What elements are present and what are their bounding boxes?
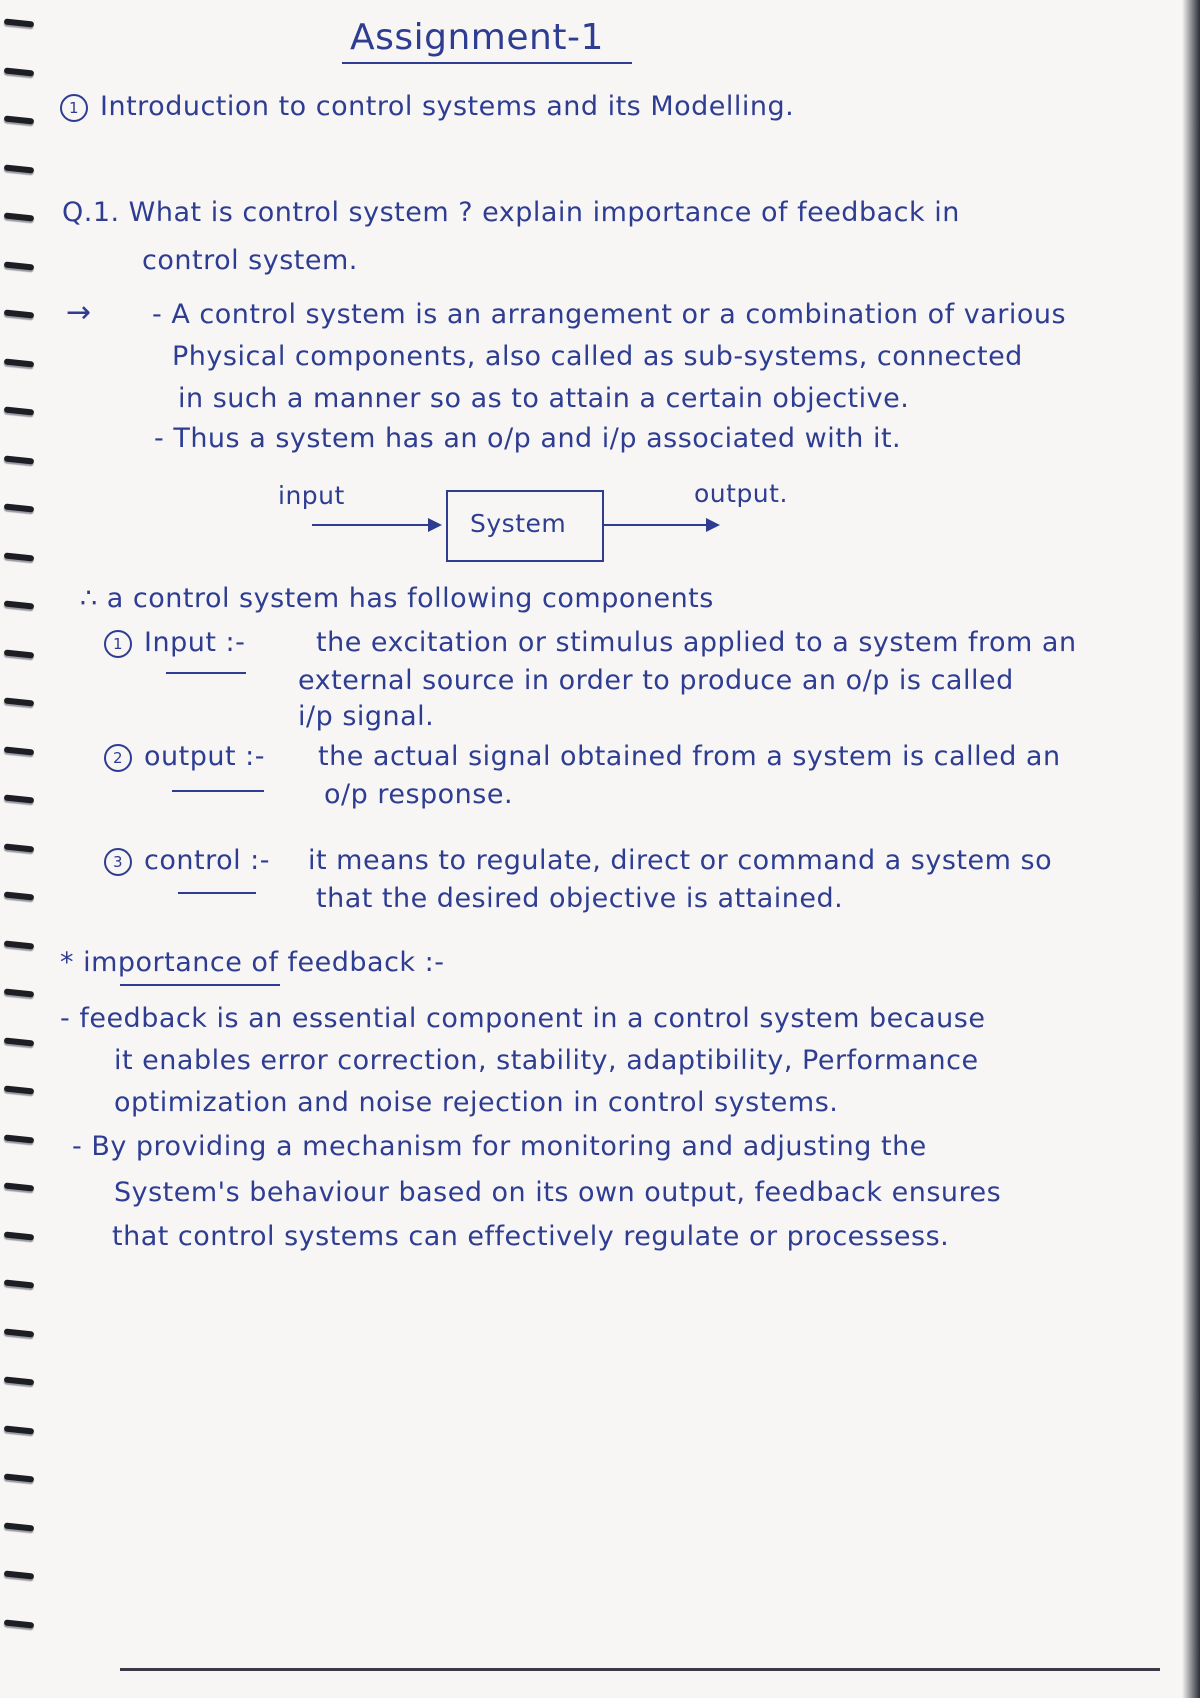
feedback-p1-line-3: optimization and noise rejection in control systems. <box>114 1087 839 1118</box>
component-output <box>104 742 265 772</box>
binding-ring <box>4 600 34 609</box>
binding-ring <box>4 309 34 318</box>
binding-ring <box>4 794 34 803</box>
output-def-line-2: o/p response. <box>324 779 514 810</box>
system-block <box>446 490 604 562</box>
term-underline <box>178 892 256 894</box>
spiral-binding <box>0 20 40 1670</box>
binding-ring <box>4 358 34 367</box>
control-def-line-1: it means to regulate, direct or command a system so <box>308 845 1053 876</box>
system-block-label: System <box>470 509 567 538</box>
question-line-2: control system. <box>142 245 358 276</box>
input-def-line-1: the excitation or stimulus applied to a system from an <box>316 627 1077 658</box>
feedback-heading: * importance of feedback :- <box>60 947 445 978</box>
binding-ring <box>4 1619 34 1628</box>
diagram-output-label: output. <box>694 479 788 508</box>
chapter-title: Introduction to control systems and its Modelling. <box>100 91 795 122</box>
answer-p2: - Thus a system has an o/p and i/p associated with it. <box>154 423 902 454</box>
binding-ring <box>4 1376 34 1385</box>
components-intro: ∴ a control system has following components <box>80 583 714 614</box>
binding-ring <box>4 1182 34 1191</box>
input-def-line-3: i/p signal. <box>298 701 435 732</box>
feedback-p2-line-1: - By providing a mechanism for monitoring and adjusting the <box>72 1131 927 1162</box>
binding-ring <box>4 1134 34 1143</box>
binding-ring <box>4 891 34 900</box>
input-arrow <box>312 524 440 526</box>
binding-ring <box>4 1279 34 1288</box>
page-title: Assignment-1 <box>350 17 604 58</box>
term-underline <box>172 790 264 792</box>
binding-ring <box>4 697 34 706</box>
binding-ring <box>4 988 34 997</box>
input-def-line-2: external source in order to produce an o/p is called <box>298 665 1014 696</box>
answer-p1-line-1: - A control system is an arrangement or a combination of various <box>152 299 1067 330</box>
question-line-1: Q.1. What is control system ? explain importance of feedback in <box>62 197 960 228</box>
answer-arrow: → <box>66 295 92 330</box>
binding-ring <box>4 843 34 852</box>
component-input <box>104 628 245 658</box>
feedback-p2-line-2: System's behaviour based on its own output, feedback ensures <box>114 1177 1002 1208</box>
component-term: control :- <box>144 845 271 876</box>
diagram-input-label: input <box>278 481 345 510</box>
binding-ring <box>4 1328 34 1337</box>
binding-ring <box>4 1473 34 1482</box>
component-term: Input :- <box>144 627 246 658</box>
answer-p1-line-2: Physical components, also called as sub-systems, connected <box>172 341 1023 372</box>
output-arrow <box>602 524 718 526</box>
bottom-edge-line <box>120 1668 1160 1671</box>
control-def-line-2: that the desired objective is attained. <box>316 883 844 914</box>
binding-ring <box>4 1425 34 1434</box>
binding-ring <box>4 67 34 76</box>
page-edge-shadow <box>1182 0 1200 1698</box>
output-def-line-1: the actual signal obtained from a system is called an <box>318 741 1061 772</box>
binding-ring <box>4 1085 34 1094</box>
binding-ring <box>4 115 34 124</box>
term-underline <box>166 672 246 674</box>
binding-ring <box>4 455 34 464</box>
feedback-p2-line-3: that control systems can effectively regulate or processess. <box>112 1221 950 1252</box>
feedback-p1-line-2: it enables error correction, stability, adaptibility, Performance <box>114 1045 979 1076</box>
binding-ring <box>4 552 34 561</box>
item-number: 2 <box>104 744 132 772</box>
binding-ring <box>4 261 34 270</box>
binding-ring <box>4 212 34 221</box>
binding-ring <box>4 1522 34 1531</box>
title-underline <box>342 62 632 64</box>
binding-ring <box>4 503 34 512</box>
binding-ring <box>4 649 34 658</box>
chapter-heading <box>60 92 794 122</box>
binding-ring <box>4 164 34 173</box>
feedback-p1-line-1: - feedback is an essential component in a control system because <box>60 1003 986 1034</box>
binding-ring <box>4 406 34 415</box>
item-number: 1 <box>104 630 132 658</box>
binding-ring <box>4 1231 34 1240</box>
binding-ring <box>4 1037 34 1046</box>
feedback-heading-underline <box>120 984 280 986</box>
answer-p1-line-3: in such a manner so as to attain a certain objective. <box>178 383 910 414</box>
component-control <box>104 846 270 876</box>
chapter-number: 1 <box>60 94 88 122</box>
binding-ring <box>4 940 34 949</box>
binding-ring <box>4 746 34 755</box>
binding-ring <box>4 1570 34 1579</box>
component-term: output :- <box>144 741 265 772</box>
item-number: 3 <box>104 848 132 876</box>
binding-ring <box>4 18 34 27</box>
